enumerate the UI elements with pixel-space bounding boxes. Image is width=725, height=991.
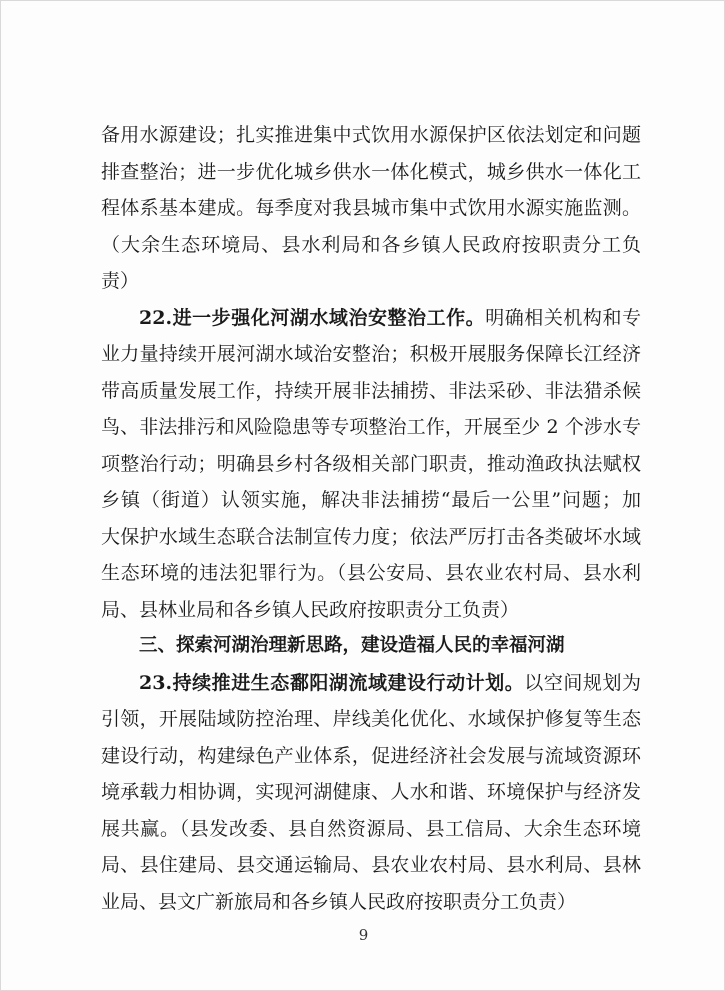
paragraph-line: 程体系基本建成。每季度对我县城市集中式饮用水源实施监测。 <box>101 197 641 219</box>
paragraph-line: 排查整治；进一步优化城乡供水一体化模式，城乡供水一体化工 <box>101 160 641 183</box>
paragraph-line: 带高质量发展工作，持续开展非法捕捞、非法采砂、非法猎杀候 <box>101 379 641 402</box>
paragraph-line: 建设行动，构建绿色产业体系，促进经济社会发展与流域资源环 <box>101 744 641 767</box>
item-23-first-line-text: 以空间规划为 <box>524 671 641 694</box>
item-22-title: 22.进一步强化河湖水域治安整治工作。 <box>139 306 486 329</box>
paragraph-line: 项整治行动；明确县乡村各级相关部门职责，推动渔政执法赋权 <box>101 452 641 475</box>
item-22-first-line-text: 明确相关机构和专 <box>485 306 641 329</box>
paragraph-line: 生态环境的违法犯罪行为。（县公安局、县农业农村局、县水利 <box>101 562 641 584</box>
paragraph-line: 局、县林业局和各乡镇人民政府按职责分工负责） <box>101 598 520 621</box>
paragraph-line: 大保护水域生态联合法制宣传力度；依法严厉打击各类破坏水域 <box>101 525 641 548</box>
paragraph-line: 引领，开展陆域防控治理、岸线美化优化、水域保护修复等生态 <box>101 708 641 730</box>
paragraph-line: 鸟、非法排污和风险隐患等专项整治工作，开展至少 2 个涉水专 <box>101 416 641 438</box>
document-body <box>101 117 641 920</box>
paragraph-line: 局、县住建局、县交通运输局、县农业农村局、县水利局、县林 <box>101 854 641 876</box>
paragraph-line: 备用水源建设；扎实推进集中式饮用水源保护区依法划定和问题 <box>101 124 641 146</box>
item-23-title: 23.持续推进生态鄱阳湖流域建设行动计划。 <box>139 671 525 694</box>
paragraph-line: 乡镇（街道）认领实施，解决非法捕捞“最后一公里”问题；加 <box>101 489 641 511</box>
item-23-first-line <box>101 665 641 702</box>
paragraph-line: 境承载力相协调，实现河湖健康、人水和谐、环境保护与经济发 <box>101 781 641 803</box>
paragraph-line: 展共赢。（县发改委、县自然资源局、县工信局、大余生态环境 <box>101 817 641 840</box>
paragraph-line: 业力量持续开展河湖水域治安整治；积极开展服务保障长江经济 <box>101 343 641 365</box>
paragraph-line: （大余生态环境局、县水利局和各乡镇人民政府按职责分工负 <box>101 233 641 256</box>
page-number: 9 <box>358 926 369 944</box>
section-heading: 三、探索河湖治理新思路，建设造福人民的幸福河湖 <box>139 635 565 656</box>
paragraph-line: 业局、县文广新旅局和各乡镇人民政府按职责分工负责） <box>101 890 577 913</box>
paragraph-line: 责） <box>101 270 140 292</box>
item-22-first-line <box>101 300 641 337</box>
